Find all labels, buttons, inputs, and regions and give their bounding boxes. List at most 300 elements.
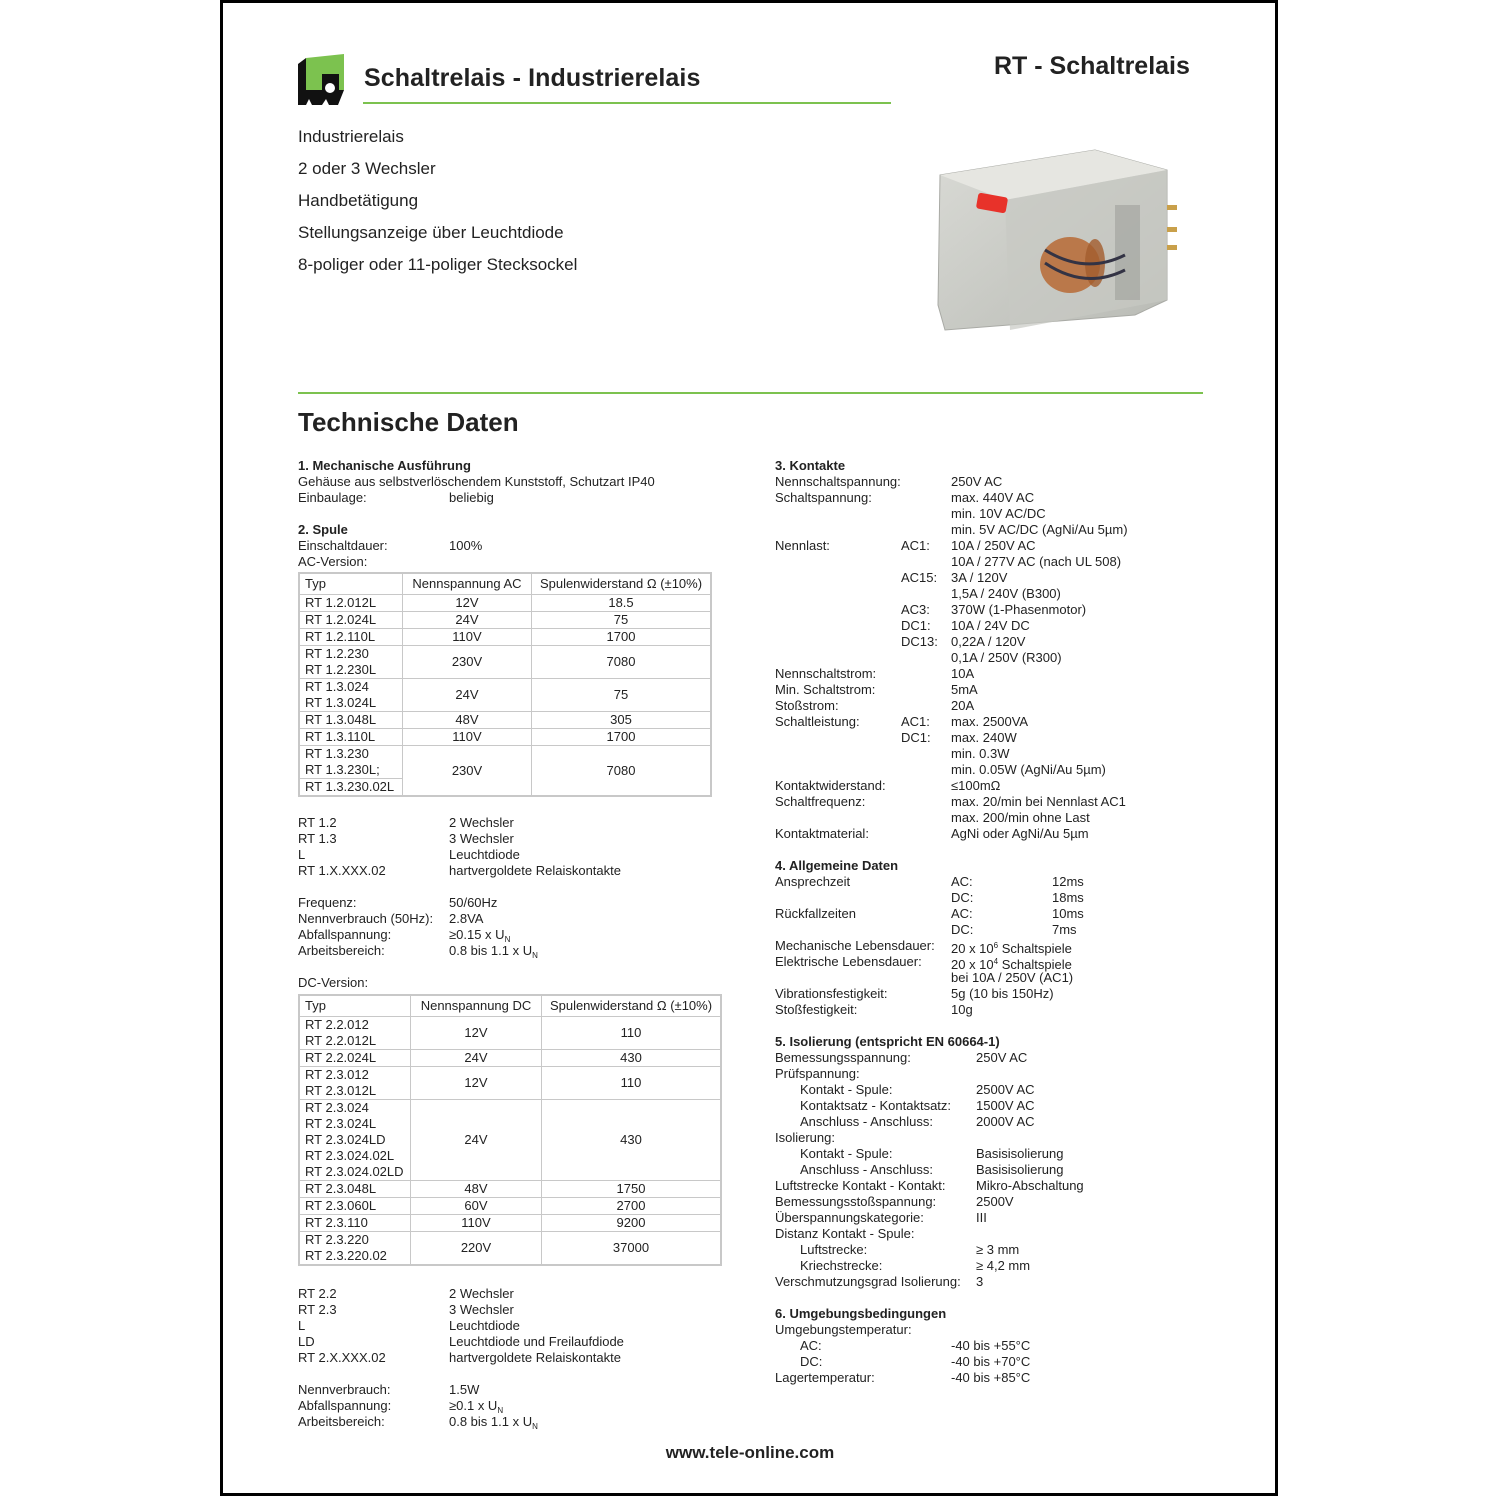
exponent: 6 (993, 941, 999, 950)
spec-label (775, 810, 901, 826)
cell-resistance: 110 (542, 1017, 722, 1050)
spec-row (775, 794, 1195, 810)
timing-row (775, 890, 1195, 906)
spec-row (775, 1082, 1195, 1098)
mech-life-row (775, 938, 1195, 954)
prop-label: Arbeitsbereich: (298, 1414, 385, 1429)
cell-resistance: 7080 (532, 746, 712, 797)
table-header-row (299, 995, 721, 1017)
cell-voltage: 110V (403, 629, 532, 646)
prop-value (449, 943, 538, 959)
spec-value: 20A (951, 698, 975, 713)
spec-sublabel: DC13: (901, 634, 938, 649)
prop-row (298, 911, 738, 927)
spec-value: -40 bis +85°C (951, 1370, 1031, 1385)
cell-type: RT 2.3.012L (305, 1083, 377, 1098)
timing-value: 18ms (1052, 890, 1084, 905)
col-header-type: Typ (299, 573, 403, 595)
spec-row (775, 1274, 1195, 1290)
table-row (299, 1017, 721, 1050)
cell-resistance: 75 (532, 612, 712, 629)
cell-type: RT 2.3.024.02L (305, 1148, 395, 1163)
cell-type: RT 1.3.110L (305, 729, 376, 744)
legend-code: RT 1.3 (298, 831, 337, 846)
table-row (299, 1198, 721, 1215)
spec-row (775, 538, 1195, 554)
prop-label: Arbeitsbereich: (298, 943, 385, 958)
spec-row (775, 1338, 1195, 1354)
legend-desc: 3 Wechsler (449, 831, 514, 846)
prop-value: 10g (951, 1002, 973, 1017)
section-divider (298, 392, 1203, 394)
spec-label: Isolierung: (775, 1130, 835, 1145)
spec-row (775, 682, 1195, 698)
timing-sublabel: AC: (951, 874, 973, 889)
spec-value: 1,5A / 240V (B300) (951, 586, 1061, 601)
right-column (775, 458, 1195, 1386)
prop-value (449, 1398, 503, 1414)
spec-sublabel: DC1: (901, 618, 931, 633)
dc-coil-table (298, 994, 722, 1266)
value-text: Schaltspiele (998, 941, 1072, 956)
spec-value: 1500V AC (976, 1098, 1035, 1113)
spec-row (775, 714, 1195, 730)
cell-resistance: 7080 (532, 646, 712, 679)
dc-version-label: DC-Version: (298, 975, 369, 990)
spec-sublabel: DC1: (901, 730, 931, 745)
timing-label: Rückfallzeiten (775, 906, 856, 921)
table-row (299, 1050, 721, 1067)
mech-heading: 1. Mechanische Ausführung (298, 458, 471, 473)
cell-voltage: 48V (403, 712, 532, 729)
prop-row (298, 895, 738, 911)
cell-voltage: 12V (403, 595, 532, 612)
prop-value-text: ≥0.15 x U (449, 927, 505, 942)
spec-label: Min. Schaltstrom: (775, 682, 876, 697)
spec-label (775, 522, 901, 538)
legend-row (298, 1350, 738, 1366)
spec-label (775, 602, 901, 618)
spec-row (775, 746, 1195, 762)
mount-label: Einbaulage: (298, 490, 367, 505)
spec-label: Luftstrecke Kontakt - Kontakt: (775, 1178, 946, 1193)
timing-row (775, 906, 1195, 922)
legend-row (298, 1286, 738, 1302)
spec-row (775, 1370, 1195, 1386)
spec-row (775, 762, 1195, 778)
legend-code: L (298, 1318, 306, 1333)
cell-type: RT 2.3.012 (305, 1067, 369, 1082)
table-row (299, 712, 711, 729)
spec-label: Überspannungskategorie: (775, 1210, 924, 1225)
spec-sublabel (901, 698, 951, 714)
spec-label: Prüfspannung: (775, 1066, 860, 1081)
prop-row (298, 1414, 738, 1430)
cell-type: RT 2.2.024L (305, 1050, 377, 1065)
spec-label (775, 618, 901, 634)
timing-sublabel: AC: (951, 906, 973, 921)
feature-item: 8-poliger oder 11-poliger Stecksockel (298, 255, 578, 274)
subscript: N (504, 935, 511, 944)
timing-label (775, 890, 951, 906)
spec-label: Nennlast: (775, 538, 830, 553)
spec-value: max. 200/min ohne Last (951, 810, 1090, 825)
spec-label: Kontaktsatz - Kontaktsatz: (800, 1098, 952, 1113)
prop-value: 2.8VA (449, 911, 484, 926)
spec-value: 0,1A / 250V (R300) (951, 650, 1062, 665)
spec-sublabel (901, 762, 951, 778)
col-header-voltage: Nennspannung DC (411, 995, 542, 1017)
spec-label (775, 634, 901, 650)
spec-row (775, 570, 1195, 586)
spec-row (775, 1226, 1195, 1242)
table-row (299, 746, 711, 797)
spec-sublabel (901, 506, 951, 522)
spec-value: min. 0.3W (951, 746, 1010, 761)
cell-voltage: 12V (411, 1017, 542, 1050)
mount-row (298, 490, 738, 506)
cell-type: RT 2.3.220 (305, 1232, 369, 1247)
cell-type: RT 2.3.024LD (305, 1132, 386, 1147)
spec-label: Bemessungsspannung: (775, 1050, 911, 1065)
spec-row (775, 1066, 1195, 1082)
spec-sublabel (901, 650, 951, 666)
legend-row (298, 1302, 738, 1318)
cell-type: RT 2.2.012L (305, 1033, 377, 1048)
spec-label (775, 746, 901, 762)
spec-sublabel (901, 474, 951, 490)
spec-sublabel (901, 682, 951, 698)
spec-row (775, 1178, 1195, 1194)
spec-value: ≥ 3 mm (976, 1242, 1020, 1257)
spec-sublabel (901, 554, 951, 570)
timing-sublabel: DC: (951, 890, 974, 905)
spec-value: 2000V AC (976, 1114, 1035, 1129)
spec-row (775, 634, 1195, 650)
spec-value: max. 240W (951, 730, 1017, 745)
spec-label: Bemessungsstoßspannung: (775, 1194, 937, 1209)
spec-label (775, 586, 901, 602)
spec-value: max. 2500VA (951, 714, 1029, 729)
spec-value: 2500V AC (976, 1082, 1035, 1097)
prop-value-text: 0.8 bis 1.1 x U (449, 1414, 533, 1429)
spec-row (775, 522, 1195, 538)
spec-label (775, 570, 901, 586)
timing-sublabel: DC: (951, 922, 974, 937)
cell-resistance: 1700 (532, 629, 712, 646)
spec-label: Schaltleistung: (775, 714, 860, 729)
cell-type: RT 1.3.024 (305, 679, 369, 694)
spec-value: 10A / 24V DC (951, 618, 1030, 633)
spec-row (775, 826, 1195, 842)
spec-value: ≤100mΩ (951, 778, 1001, 793)
spec-row (775, 778, 1195, 794)
table-row (299, 612, 711, 629)
spec-row (775, 1258, 1195, 1274)
subscript: N (497, 1406, 504, 1415)
spec-row (775, 618, 1195, 634)
spec-label: Kriechstrecke: (800, 1258, 883, 1273)
col-header-type: Typ (299, 995, 411, 1017)
cell-type: RT 2.3.024L (305, 1116, 377, 1131)
cell-voltage: 230V (403, 646, 532, 679)
insulation-heading: 5. Isolierung (entspricht EN 60664-1) (775, 1034, 1000, 1049)
elec-life-cond-row (775, 970, 1195, 986)
prop-value: 5g (10 bis 150Hz) (951, 986, 1054, 1001)
spec-label: Anschluss - Anschluss: (800, 1114, 933, 1129)
cell-type: RT 2.3.220.02 (305, 1248, 387, 1263)
spec-value: 0,22A / 120V (951, 634, 1026, 649)
col-header-resistance: Spulenwiderstand Ω (±10%) (542, 995, 722, 1017)
spec-row (775, 1354, 1195, 1370)
spec-value: min. 5V AC/DC (AgNi/Au 5µm) (951, 522, 1128, 537)
table-row (299, 646, 711, 679)
prop-label: Mechanische Lebensdauer: (775, 938, 935, 953)
legend-code: RT 2.2 (298, 1286, 337, 1301)
legend-row (298, 1318, 738, 1334)
spec-label: Stoßstrom: (775, 698, 839, 713)
timing-value: 10ms (1052, 906, 1084, 921)
spec-label: Distanz Kontakt - Spule: (775, 1226, 915, 1241)
table-row (299, 1067, 721, 1100)
cell-resistance: 2700 (542, 1198, 722, 1215)
spec-label: Schaltfrequenz: (775, 794, 866, 809)
legend-row (298, 1334, 738, 1350)
spec-row (775, 1210, 1195, 1226)
cell-voltage: 24V (403, 612, 532, 629)
table-row (299, 1232, 721, 1266)
spec-sublabel: AC1: (901, 538, 930, 553)
spec-row (775, 698, 1195, 714)
subscript: N (532, 951, 538, 960)
duty-row (298, 538, 738, 554)
tele-logo-icon (298, 54, 344, 105)
general-heading: 4. Allgemeine Daten (775, 858, 899, 873)
prop-value: 1.5W (449, 1382, 480, 1397)
spec-row (775, 666, 1195, 682)
spec-sublabel (901, 746, 951, 762)
cell-resistance: 1750 (542, 1181, 722, 1198)
spec-row (775, 810, 1195, 826)
legend-row (298, 847, 738, 863)
spec-label: Luftstrecke: (800, 1242, 868, 1257)
prop-value (951, 938, 1072, 954)
prop-label: Stoßfestigkeit: (775, 1002, 858, 1017)
cell-resistance: 430 (542, 1100, 722, 1181)
spec-value: 370W (1-Phasenmotor) (951, 602, 1087, 617)
spec-value: max. 20/min bei Nennlast AC1 (951, 794, 1126, 809)
table-row (299, 629, 711, 646)
spec-value: Basisisolierung (976, 1146, 1064, 1161)
table-header-row (299, 573, 711, 595)
spec-sublabel: AC1: (901, 714, 930, 729)
duty-value: 100% (449, 538, 483, 553)
prop-value-text: ≥0.1 x U (449, 1398, 498, 1413)
prop-row (298, 1398, 738, 1414)
spec-row (775, 474, 1195, 490)
cell-resistance: 305 (532, 712, 712, 729)
spec-sublabel (901, 522, 951, 538)
mount-value: beliebig (449, 490, 494, 505)
legend-desc: Leuchtdiode (449, 847, 520, 862)
spec-row (775, 1146, 1195, 1162)
duty-label: Einschaltdauer: (298, 538, 388, 553)
cell-type: RT 1.3.230 (305, 746, 369, 761)
prop-label: Nennverbrauch: (298, 1382, 391, 1397)
table-row (299, 1215, 721, 1232)
spec-label (775, 554, 901, 570)
table-row (299, 1181, 721, 1198)
legend-desc: 2 Wechsler (449, 815, 514, 830)
spec-label: AC: (800, 1338, 822, 1353)
prop-label: Frequenz: (298, 895, 357, 910)
spec-value: 10A / 277V AC (nach UL 508) (951, 554, 1122, 569)
cell-type: RT 1.2.012L (305, 595, 377, 610)
cell-type: RT 1.3.024L (305, 695, 377, 710)
cell-voltage: 220V (411, 1232, 542, 1266)
spec-value: 3 (976, 1274, 984, 1289)
spec-value: III (976, 1210, 987, 1225)
cell-voltage: 48V (411, 1181, 542, 1198)
spec-row (775, 1098, 1195, 1114)
spec-value: ≥ 4,2 mm (976, 1258, 1031, 1273)
vib-row (775, 986, 1195, 1002)
spec-label: DC: (800, 1354, 823, 1369)
mech-housing: Gehäuse aus selbstverlöschendem Kunststoff, Schutzart IP40 (298, 474, 655, 489)
col-header-voltage: Nennspannung AC (403, 573, 532, 595)
section-title: Technische Daten (298, 407, 519, 437)
insulation-list (775, 1050, 1195, 1290)
environment-heading: 6. Umgebungsbedingungen (775, 1306, 947, 1321)
spec-value: Mikro-Abschaltung (976, 1178, 1084, 1193)
legend-code: L (298, 847, 306, 862)
legend-desc: Leuchtdiode und Freilaufdiode (449, 1334, 624, 1349)
spec-row (775, 554, 1195, 570)
feature-item: Industrierelais (298, 127, 404, 146)
feature-item: Handbetätigung (298, 191, 419, 210)
cell-resistance: 9200 (542, 1215, 722, 1232)
spec-row (775, 490, 1195, 506)
spec-label: Kontakt - Spule: (800, 1082, 893, 1097)
prop-value (951, 954, 1072, 970)
spec-label (775, 506, 901, 522)
cell-type: RT 2.3.024.02LD (305, 1164, 404, 1179)
spec-sublabel: AC15: (901, 570, 938, 585)
spec-value: 250V AC (951, 474, 1003, 489)
cell-resistance: 430 (542, 1050, 722, 1067)
spec-label: Nennschaltspannung: (775, 474, 901, 489)
spec-value: -40 bis +70°C (951, 1354, 1031, 1369)
cell-resistance: 110 (542, 1067, 722, 1100)
cell-voltage: 110V (403, 729, 532, 746)
prop-value-text: 0.8 bis 1.1 x U (449, 943, 533, 958)
spec-sublabel (901, 794, 951, 810)
contacts-heading: 3. Kontakte (775, 458, 846, 473)
footer-url[interactable]: www.tele-online.com (665, 1443, 835, 1462)
value-text: 20 x 10 (951, 957, 994, 972)
cell-resistance: 18.5 (532, 595, 712, 612)
spec-label: Nennschaltstrom: (775, 666, 877, 681)
shock-row (775, 1002, 1195, 1018)
cell-type: RT 2.3.060L (305, 1198, 377, 1213)
ac-version-label: AC-Version: (298, 554, 368, 569)
spec-row (775, 730, 1195, 746)
spacer (775, 970, 951, 986)
spec-sublabel (901, 586, 951, 602)
table-row (299, 679, 711, 712)
prop-row (298, 943, 738, 959)
prop-value (449, 927, 510, 943)
value-text: Schaltspiele (998, 957, 1072, 972)
prop-label: Vibrationsfestigkeit: (775, 986, 888, 1001)
legend-code: RT 1.X.XXX.02 (298, 863, 386, 878)
legend-desc: 3 Wechsler (449, 1302, 514, 1317)
timing-row (775, 922, 1195, 938)
left-column (298, 458, 738, 1430)
legend-code: RT 2.X.XXX.02 (298, 1350, 386, 1365)
legend-code: RT 2.3 (298, 1302, 337, 1317)
cell-resistance: 37000 (542, 1232, 722, 1266)
legend-code: RT 1.2 (298, 815, 337, 830)
cell-voltage: 110V (411, 1215, 542, 1232)
cell-voltage: 24V (411, 1050, 542, 1067)
col-header-resistance: Spulenwiderstand Ω (±10%) (532, 573, 712, 595)
spec-label (775, 762, 901, 778)
prop-label: Nennverbrauch (50Hz): (298, 911, 434, 926)
legend-desc: hartvergoldete Relaiskontakte (449, 863, 621, 878)
spec-value: 5mA (951, 682, 978, 697)
prop-row (298, 927, 738, 943)
coil-heading: 2. Spule (298, 522, 348, 537)
spec-row (775, 602, 1195, 618)
spec-label: Verschmutzungsgrad Isolierung: (775, 1274, 961, 1289)
spec-sublabel (901, 490, 951, 506)
spec-row (775, 1322, 1195, 1338)
spec-label (775, 730, 901, 746)
spec-label: Kontaktwiderstand: (775, 778, 886, 793)
spec-sublabel (901, 778, 951, 794)
feature-list (298, 126, 577, 286)
spec-label: Schaltspannung: (775, 490, 872, 505)
relay-product-image (935, 145, 1180, 335)
spec-row (775, 586, 1195, 602)
cell-type: RT 1.3.230.02L (300, 778, 402, 795)
cell-type: RT 1.2.230L (305, 662, 377, 677)
cell-type: RT 2.2.012 (305, 1017, 369, 1032)
prop-row (298, 1382, 738, 1398)
cell-voltage: 60V (411, 1198, 542, 1215)
spec-value: -40 bis +55°C (951, 1338, 1031, 1353)
cell-voltage: 24V (403, 679, 532, 712)
spec-label: Umgebungstemperatur: (775, 1322, 912, 1337)
spec-value: min. 10V AC/DC (951, 506, 1046, 521)
cell-type: RT 1.2.230 (305, 646, 369, 661)
spec-row (775, 650, 1195, 666)
cell-type: RT 2.3.048L (305, 1181, 377, 1196)
prop-label: Abfallspannung: (298, 1398, 392, 1413)
spec-value: min. 0.05W (AgNi/Au 5µm) (951, 762, 1106, 777)
environment-list (775, 1322, 1195, 1386)
cell-resistance: 75 (532, 679, 712, 712)
spec-row (775, 1114, 1195, 1130)
prop-value: bei 10A / 250V (AC1) (951, 970, 1074, 985)
timing-value: 12ms (1052, 874, 1084, 889)
exponent: 4 (993, 957, 999, 966)
spec-value: 250V AC (976, 1050, 1028, 1065)
spec-value: Basisisolierung (976, 1162, 1064, 1177)
spec-label: Kontakt - Spule: (800, 1146, 893, 1161)
legend-code: LD (298, 1334, 315, 1349)
